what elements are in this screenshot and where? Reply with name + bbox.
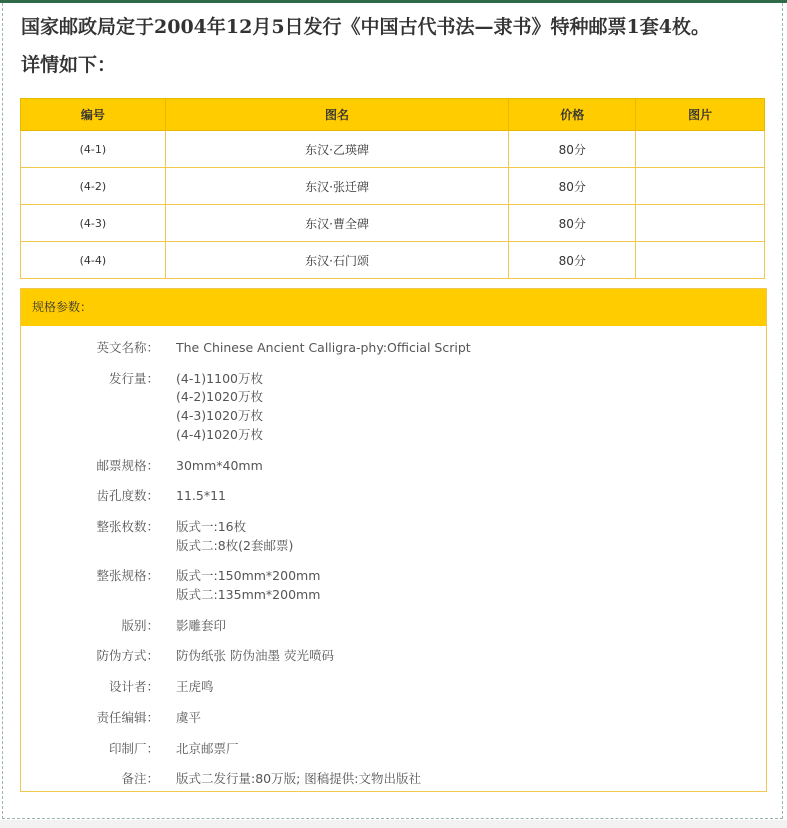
header-name: 图名 <box>165 99 509 131</box>
spec-value: (4-1)1100万枚 <box>176 370 263 386</box>
spec-label: 设计者： <box>108 679 159 695</box>
header-number: 编号 <box>21 99 166 131</box>
stamp-image <box>636 242 765 279</box>
table-row <box>21 168 765 205</box>
spec-label: 整张枚数： <box>96 518 159 534</box>
spec-value: 防伪纸张 防伪油墨 荧光喷码 <box>176 648 334 664</box>
spec-value: The Chinese Ancient Calligra-phy:Official Script <box>176 340 471 355</box>
spec-panel-title: 规格参数： <box>21 289 766 326</box>
spec-row <box>21 567 766 604</box>
stamp-price: 80分 <box>509 242 636 279</box>
spec-label: 备注： <box>121 771 159 787</box>
spec-row <box>21 770 766 789</box>
spec-value: 版式一:150mm*200mm <box>176 568 321 584</box>
spec-value: (4-2)1020万枚 <box>176 389 263 405</box>
spec-row <box>21 617 766 636</box>
intro-line-2: 详情如下： <box>21 54 117 76</box>
spec-value: 版式二:135mm*200mm <box>176 587 321 603</box>
spec-row <box>21 457 766 476</box>
spec-label: 齿孔度数： <box>96 488 159 504</box>
stamp-table <box>20 98 765 279</box>
stamp-image <box>636 205 765 242</box>
spec-value: 版式二发行量:80万版; 图稿提供:文物出版社 <box>176 771 422 787</box>
spec-values <box>176 678 214 697</box>
spec-value: (4-4)1020万枚 <box>176 426 263 442</box>
spec-row <box>21 740 766 759</box>
spec-label: 整张规格： <box>96 568 159 584</box>
spec-row <box>21 647 766 666</box>
spec-label: 英文名称： <box>96 340 159 355</box>
spec-row <box>21 709 766 728</box>
stamp-name: 东汉·张迁碑 <box>165 168 509 205</box>
spec-label: 发行量： <box>108 370 159 386</box>
stamp-name: 东汉·石门颂 <box>165 242 509 279</box>
table-row <box>21 242 765 279</box>
spec-value: 11.5*11 <box>176 488 226 504</box>
spec-values <box>176 740 239 759</box>
intro-line-1: 国家邮政局定于2004年12月5日发行《中国古代书法—隶书》特种邮票1套4枚。 <box>21 16 710 38</box>
spec-values <box>176 647 334 666</box>
spec-values <box>176 770 421 789</box>
stamp-name: 东汉·乙瑛碑 <box>165 131 509 168</box>
table-row <box>21 131 765 168</box>
spec-row <box>21 339 766 358</box>
spec-label: 邮票规格： <box>96 457 159 473</box>
intro-text <box>21 8 771 84</box>
header-image: 图片 <box>636 99 765 131</box>
stamp-price: 80分 <box>509 205 636 242</box>
stamp-image <box>636 131 765 168</box>
spec-value: 虞平 <box>176 709 202 725</box>
spec-values <box>176 518 293 555</box>
spec-values <box>176 617 226 636</box>
stamp-number: (4-3) <box>21 205 166 242</box>
stamp-image <box>636 168 765 205</box>
spec-row <box>21 370 766 445</box>
spec-value: 30mm*40mm <box>176 457 263 473</box>
spec-row <box>21 487 766 506</box>
spec-label: 防伪方式： <box>96 648 159 664</box>
spec-value: 版式一:16枚 <box>176 518 247 534</box>
bottom-strip <box>0 820 787 828</box>
spec-values <box>176 457 263 476</box>
header-price: 价格 <box>509 99 636 131</box>
stamp-name: 东汉·曹全碑 <box>165 205 509 242</box>
spec-value: (4-3)1020万枚 <box>176 408 263 424</box>
spec-label: 责任编辑： <box>96 709 159 725</box>
table-row <box>21 205 765 242</box>
spec-row <box>21 678 766 697</box>
spec-values <box>176 487 226 506</box>
stamp-price: 80分 <box>509 131 636 168</box>
stamp-price: 80分 <box>509 168 636 205</box>
stamp-number: (4-2) <box>21 168 166 205</box>
stamp-number: (4-1) <box>21 131 166 168</box>
spec-list <box>21 339 766 801</box>
spec-values <box>176 709 201 728</box>
spec-value: 北京邮票厂 <box>176 740 239 756</box>
spec-label: 版别： <box>121 617 159 633</box>
table-header-row <box>21 99 765 131</box>
spec-values <box>176 567 320 604</box>
spec-label: 印制厂： <box>108 740 159 756</box>
spec-values <box>176 370 263 445</box>
spec-value: 影雕套印 <box>176 617 227 633</box>
stamp-number: (4-4) <box>21 242 166 279</box>
spec-value: 版式二:8枚(2套邮票) <box>176 537 294 553</box>
spec-value: 王虎鸣 <box>176 679 214 695</box>
spec-row <box>21 518 766 555</box>
spec-values <box>176 339 471 358</box>
spec-panel <box>20 288 767 792</box>
